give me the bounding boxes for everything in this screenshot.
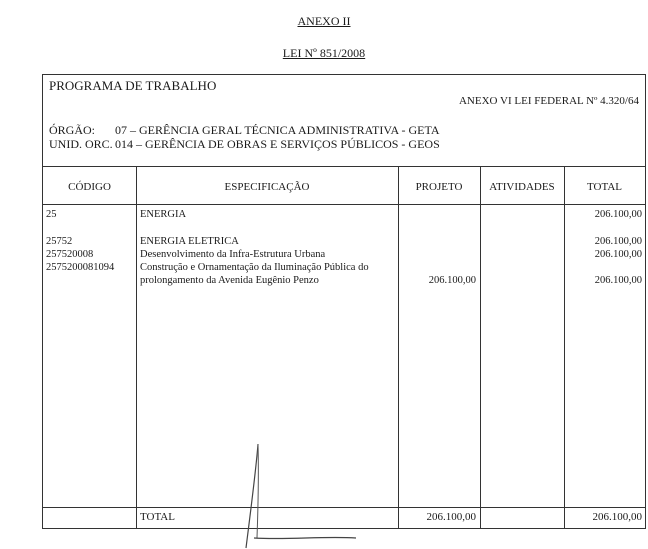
annex-title: ANEXO II: [297, 14, 351, 28]
total-projeto: 206.100,00: [426, 511, 476, 523]
total-total: 206.100,00: [592, 511, 642, 523]
row-codigo: 257520008: [46, 249, 94, 260]
row-total: 206.100,00: [594, 275, 642, 286]
row-especificacao: ENERGIA ELETRICA: [140, 236, 239, 247]
col-header-atividades: ATIVIDADES: [489, 181, 555, 193]
header-divider: [43, 166, 645, 167]
row-especificacao: Construção e Ornamentação da Iluminação Pública do prolongamento da Avenida Eugênio Penzo: [140, 262, 369, 286]
row-codigo: 25752: [46, 236, 73, 247]
row-codigo: 25: [46, 209, 57, 220]
law-number: LEI Nº 851/2008: [282, 46, 366, 60]
row-codigo: 2575200081094: [46, 262, 115, 273]
unid-orc-line: [49, 137, 440, 151]
signature-mark: [228, 440, 358, 549]
col-header-especificacao: ESPECIFICAÇÃO: [224, 181, 310, 193]
total-label: TOTAL: [140, 511, 175, 523]
row-especificacao: ENERGIA: [140, 209, 187, 220]
program-heading: PROGRAMA DE TRABALHO: [49, 78, 217, 93]
unid-orc-value: 014 – GERÊNCIA DE OBRAS E SERVIÇOS PÚBLICOS - GEOS: [115, 137, 440, 151]
row-total: 206.100,00: [594, 236, 642, 247]
col-header-codigo: CÓDIGO: [68, 181, 111, 193]
row-total: 206.100,00: [594, 209, 642, 220]
row-especificacao: Desenvolvimento da Infra-Estrutura Urbana: [140, 249, 326, 260]
annex-reference: ANEXO VI LEI FEDERAL Nº 4.320/64: [458, 95, 639, 107]
col-divider-3: [480, 167, 481, 528]
orgao-line: [49, 123, 440, 137]
row-total: 206.100,00: [594, 249, 642, 260]
col-divider-2: [398, 167, 399, 528]
orgao-value: 07 – GERÊNCIA GERAL TÉCNICA ADMINISTRATIVA - GETA: [115, 123, 440, 137]
col-header-projeto: PROJETO: [415, 181, 463, 193]
column-header-divider: [43, 204, 645, 205]
col-divider-1: [136, 167, 137, 528]
row-projeto: 206.100,00: [428, 275, 476, 286]
orgao-label: ÓRGÃO:: [49, 123, 96, 137]
unid-orc-label: UNID. ORC.: [49, 137, 113, 151]
col-header-total: TOTAL: [587, 181, 622, 193]
